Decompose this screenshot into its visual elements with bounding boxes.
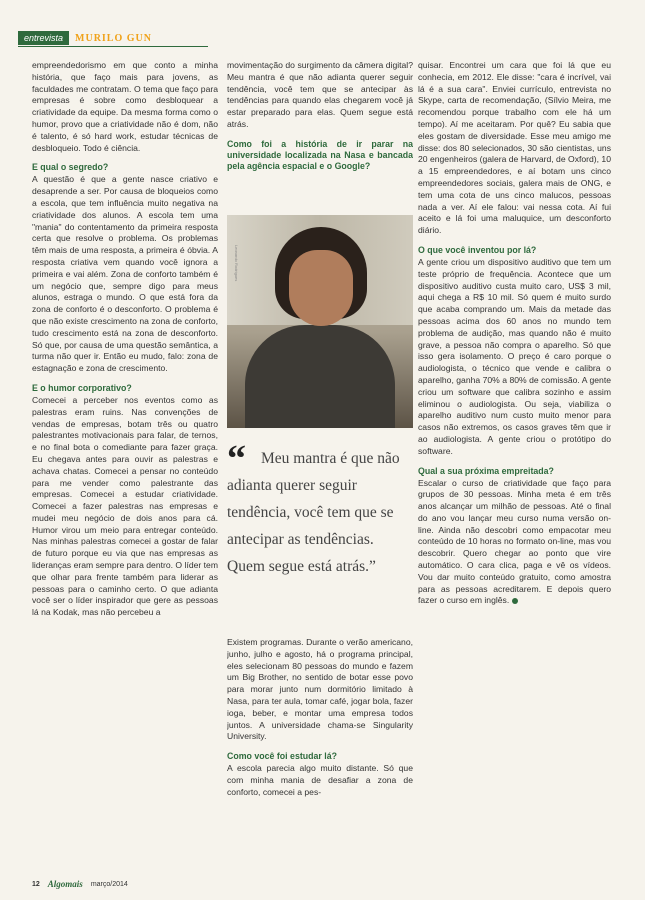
question-secret: E qual o segredo? bbox=[32, 162, 109, 173]
pull-quote-text: Meu mantra é que não adianta querer seguir tendência, você tem que se antecipar as tendências. Quem segue está atrás.” bbox=[227, 450, 400, 575]
photo-credit: Leonardo Rodrigues bbox=[234, 245, 239, 282]
question-nasa-university: Como foi a história de ir parar na universidade localizada na Nasa e bancada pela agência espacial e o Google? bbox=[227, 138, 413, 171]
column-3-continuation: quisar. Encontrei um cara que foi lá que eu conhecia, em 2012. Ele disse: "cara é incrível, vai lá é a sua cara". Enviei currículo, entrevista no Skype, carta de recomendação, (Sílvio Meira, me recomendou porque trabalho com ele há um tempo). Aí me aceitaram. Por quê? Eu sabia que eles gostam de diversidade. Esse meu amigo me disse: dos 80 selecionados, 30 são cientistas, uns 20 engenheiros (galera de Harvard, de Oxford), 10 a 15 empreendedores, e aí botam uns cinco empreendedores sociais, galera mais de ONG, e tem uma cota de uns cinco malucos, pessoas nada a ver. Aí ele falou: vai nessa cota. Aí fui aceito e lá foi uma maluquice, um desconforto diário. bbox=[418, 60, 611, 236]
column-2-bottom bbox=[227, 637, 413, 872]
pull-quote bbox=[227, 438, 413, 625]
page-number: 12 bbox=[32, 880, 40, 888]
section-header bbox=[18, 30, 208, 46]
question-how-studied: Como você foi estudar lá? bbox=[227, 751, 337, 762]
header-rule bbox=[18, 46, 208, 47]
answer-how-studied: A escola parecia algo muito distante. Só que com minha mania de desafiar a zona de conforto, comecei a pes- bbox=[227, 763, 413, 797]
column-2-top bbox=[227, 60, 413, 210]
column-3 bbox=[418, 60, 611, 872]
interviewee-name: MURILO GUN bbox=[75, 32, 152, 44]
photo-body bbox=[245, 325, 395, 428]
section-label: entrevista bbox=[18, 31, 69, 45]
answer-next-venture-text: Escalar o curso de criatividade que faço para grupos de 30 pessoas. Minha meta é em três anos alcançar um milhão de pessoas. Até o final do ano vou lançar meu curso numa versão on-line. Ainda não descobri como empacotar meu conteúdo de 10 horas no formato on-line, mas vou descobrir. Quero chegar ao ponto que vire automático. O cara clica, paga e vê os vídeos. Vou dar muito conteúdo gratuito, como amostra para as pessoas acreditarem. E depois quero fazer o curso em inglês. bbox=[418, 477, 611, 606]
column-1 bbox=[32, 60, 218, 872]
magazine-name: Algomais bbox=[47, 879, 83, 889]
answer-nasa-university: Existem programas. Durante o verão americano, junho, julho e agosto, há o programa principal, eles selecionam 80 pessoas do mundo e fazem um Big Brother, no sentido de botar esse povo para morar junto num dormitório limitado à Nasa, para ter aula, tomar café, jogar bola, fazer ioga, beber, e montar uma empresa todos juntos. A universidade chama-se Singularity University. bbox=[227, 637, 413, 742]
answer-corporate-humor: Comecei a perceber nos eventos como as palestras eram ruins. Nas convenções de vendas de empresas, botam três ou quatro palestrantes motivacionais para falar, de ternos, e no final bota o comediante para fazer graça. Eu chegava antes para ouvir as palestras e achava chatas. Comecei a pensar no conteúdo para me vender como palestrante das empresas. Comecei a estudar criatividade. Comecei a fazer palestras nas empresas e mudei meu negócio de dois anos para cá. Humor virou um meio para entregar conteúdo. Nas minhas palestras comecei a gostar de falar de futuro porque eu via que nas empresas as lideranças eram sempre para dentro. O líder tem que olhar para frente também para liderar as pessoas para o caminho certo. O que adianta você ser o líder inspirador que gere as pessoas lá na Kodak, mas não percebeu a bbox=[32, 394, 218, 618]
end-mark-icon bbox=[512, 598, 518, 604]
interviewee-photo bbox=[227, 215, 413, 428]
page-footer bbox=[32, 877, 232, 891]
question-corporate-humor: E o humor corporativo? bbox=[32, 382, 132, 393]
question-next-venture: Qual a sua próxima empreitada? bbox=[418, 465, 554, 476]
answer-invention: A gente criou um dispositivo auditivo que tem um teste próprio de frequência. Acontece que um dispositivo auditivo custa muito caro, US$ 3 mil, aqui chega a R$ 10 mil. Só quem é muito surdo que acaba comprando um. Mais da metade das pessoas acima dos 60 anos no mundo tem problema de audição, mas quando não é muito grave, a pessoa não compra o aparelho. Só que isso gera isolamento. O preço é caro porque o audiologista, o técnico que vende e calibra o aparelho, ganha 70% a 80% de comissão. A gente criou um software que calibra sozinho e assim eliminou o audiologista. Ou seja, viabiliza o aparelho auditivo num custo muito menor para casos não extremos, os casos graves têm que ir ao audiologista. A gente criou o protótipo do software. bbox=[418, 256, 611, 456]
answer-next-venture bbox=[418, 478, 611, 608]
answer-secret: A questão é que a gente nasce criativo e desaprende a ser. Por causa de bloqueios como a escola, que tem influência muito negativa na criatividade dos alunos. A escola tem uma "mania" do contentamento da primeira resposta certa que resolve o problema. Os problemas têm mais de uma resposta, a primeira é óbvia. A resposta criativa vem quando você ignora a primeira e vai além. Zona de conforto também é um negócio que, sempre digo para meus alunos, estraga o mundo. O que está fora da zona de conforto é o desconforto. O problema é que não existe crescimento na zona de conforto, tudo crescimento está na zona de desconforto. Só que, por causa de uma questão semântica, a turma não quer ir. Então eu mudo, falo: zona de estagnação e zona de crescimento. bbox=[32, 174, 218, 374]
photo-face bbox=[289, 250, 353, 326]
issue-date: março/2014 bbox=[90, 880, 128, 888]
intro-paragraph: empreendedorismo em que conto a minha história, que faço mais para jovens, as faculdades me contratam. O tema que faço para empresas é sobre como desbloquear a criatividade da equipe. Da mesma forma como o humor, provo que a criatividade não é dom, não é talento, é só hard work, estudar técnicas de desbloqueio. Todo é ciência. bbox=[32, 60, 218, 153]
column-2-continuation: movimentação do surgimento da câmera digital? Meu mantra é que não adianta querer seguir tendência, você tem que se antecipar às tendências para quando elas chegarem você já estar preparado para elas. Quem segue está atrás. bbox=[227, 60, 413, 129]
quote-mark-icon: “ bbox=[227, 438, 246, 480]
question-invention: O que você inventou por lá? bbox=[418, 244, 537, 255]
